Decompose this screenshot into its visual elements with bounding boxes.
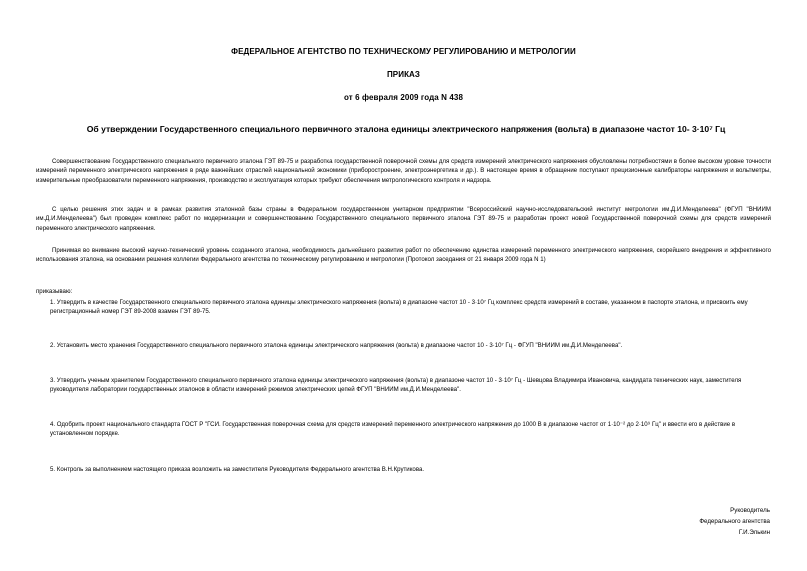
order-item-5: 5. Контроль за выполнением настоящего приказа возложить на заместителя Руководителя Федерального агентства В.Н.Крутикова. bbox=[50, 466, 425, 473]
order-item-4: 4. Одобрить проект национального стандарта ГОСТ Р "ГСИ. Государственная поверочная схема для средств измерений переменного электрического напряжения до 1000 В в диапазоне частот от 1·10⁻² до 2·10⁹ Гц" и ввести его в действие в установленном порядке. bbox=[50, 421, 736, 438]
paragraph-1-text: Совершенствование Государственного специального первичного эталона ГЭТ 89-75 и разработка государственной поверочной схемы для средств измерений электрического напряжения обусловлены потребностями в более высоком уровне точности измерений переменного электрического напряжения в ряде важнейших отраслей национальной экономики (приборостроение, электроэнергетика и др.). В настоящее время в обращение поступают прецизионные калибраторы напряжения и вольтметры, измерительные преобразователи переменного напряжения, производство и эксплуатация которых требуют обеспечения метрологического контроля и надзора. bbox=[36, 158, 771, 184]
date-number: от 6 февраля 2009 года N 438 bbox=[344, 93, 463, 102]
paragraph-2 bbox=[36, 205, 771, 233]
order-title: Об утверждении Государственного специального первичного эталона единицы электрического напряжения (вольта) в диапазоне частот 10- 3·10⁷ Гц bbox=[86, 124, 726, 134]
paragraph-1 bbox=[36, 157, 771, 185]
order-item-2: 2. Установить место хранения Государственного специального первичного эталона единицы электрического напряжения (вольта) в диапазоне частот 10 - 3·10⁷ Гц - ФГУП "ВНИИМ им.Д.И.Менделеева". bbox=[50, 342, 623, 349]
paragraph-3 bbox=[36, 246, 771, 265]
order-word: приказываю: bbox=[36, 288, 73, 295]
paragraph-2-text: С целью решения этих задач и в рамках развития эталонной базы страны в Федеральном государственном унитарном предприятии "Всероссийский научно-исследовательский институт метрологии им.Д.И.Менделеева" (ФГУП "ВНИИМ им.Д.И.Менделеева") был проведен комплекс работ по модернизации и совершенствованию Государственного специального первичного эталона ГЭТ 89-75 и разработан проект новой Государственной поверочной схемы для средств измерений переменного электрического напряжения. bbox=[36, 206, 771, 232]
signature-block bbox=[570, 505, 770, 538]
order-item-1: 1. Утвердить в качестве Государственного специального первичного эталона единицы электрического напряжения (вольта) в диапазоне частот 10 - 3·10⁷ Гц комплекс средств измерений в составе, указанном в паспорте эталона, и присвоить ему регистрационный номер ГЭТ 89-2008 взамен ГЭТ 89-75. bbox=[50, 299, 748, 316]
order-item-3: 3. Утвердить ученым хранителем Государственного специального первичного эталона единицы электрического напряжения (вольта) в диапазоне частот 10 - 3·10⁷ Гц - Шевцова Владимира Ивановича, кандидата технических наук, заместителя руководителя лаборатории государственных эталонов в области измерений режимов электрических цепей ФГУП "ВНИИМ им.Д.И.Менделеева". bbox=[50, 377, 742, 394]
agency-header: ФЕДЕРАЛЬНОЕ АГЕНТСТВО ПО ТЕХНИЧЕСКОМУ РЕГУЛИРОВАНИЮ И МЕТРОЛОГИИ bbox=[231, 47, 576, 56]
signature-title: Руководитель bbox=[730, 507, 770, 514]
doc-type: ПРИКАЗ bbox=[386, 70, 421, 79]
signature-agency: Федерального агентства bbox=[699, 518, 770, 525]
paragraph-3-text: Принимая во внимание высокий научно-технический уровень созданного эталона, необходимость дальнейшего развития работ по обеспечению единства измерений переменного электрического напряжения, скорейшего внедрения и эффективного использования эталона, на основании решения коллегии Федерального агентства по техническому регулированию и метрологии (Протокол заседания от 21 января 2009 года N 1) bbox=[36, 247, 771, 264]
signature-name: Г.И.Элькин bbox=[738, 529, 770, 536]
